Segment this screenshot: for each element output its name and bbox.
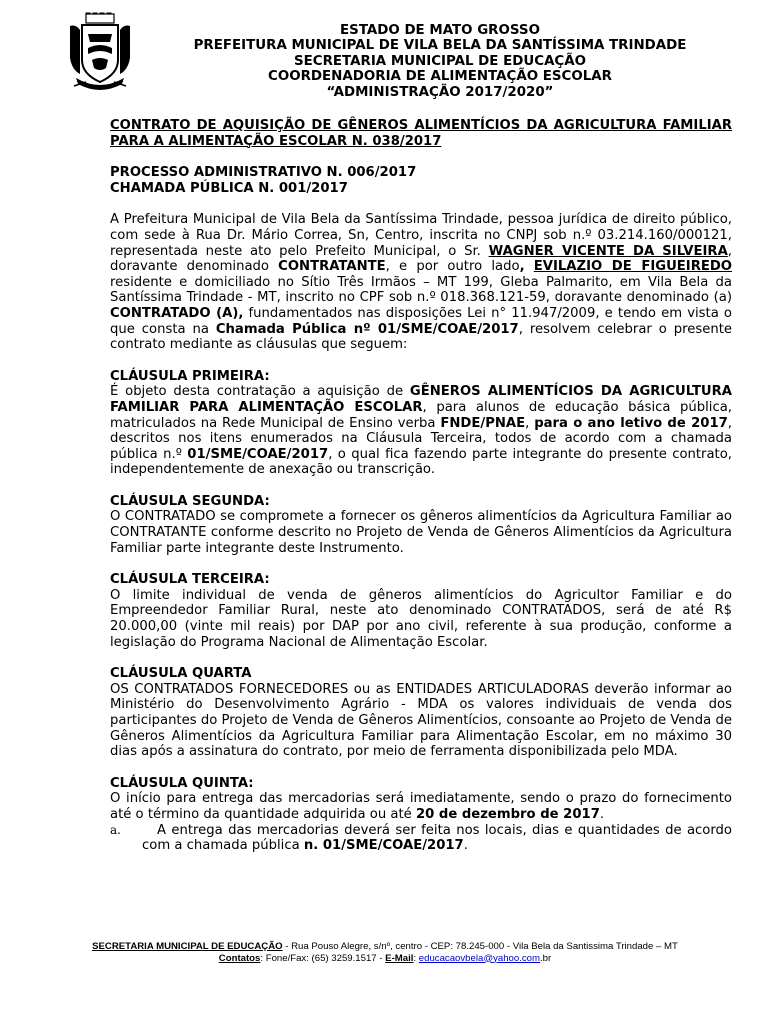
clause-text: , para alunos de educação básica pública, matriculados na Rede Municipal de Ensino verba <box>110 399 732 431</box>
intro-text: , resolvem celebrar o presente contrato mediante as cláusulas que seguem: <box>110 321 732 353</box>
clause-body <box>110 791 732 822</box>
clause-first <box>110 369 732 478</box>
letterhead <box>140 23 740 100</box>
header-administration: “ADMINISTRAÇÃO 2017/2020” <box>326 84 554 100</box>
contratado-term: CONTRATADO (A), <box>110 305 244 321</box>
clause-body: OS CONTRATADOS FORNECEDORES ou as ENTIDADES ARTICULADORAS deverão informar ao Ministério do Desenvolvimento Agrário - MDA os valores individuais de venda dos participantes do Projeto de Venda de Gêneros Alimentícios, consoante ao Projeto de Venda de Gêneros Alimentícios da Agricultura Familiar para Alimentação Escolar, em no máximo 30 dias após a assinatura do contrato, por meio de ferramenta disponibilizada pelo MDA. <box>110 681 732 760</box>
clause-third <box>110 572 732 650</box>
clause-heading: CLÁUSULA PRIMEIRA: <box>110 368 270 384</box>
intro-paragraph <box>110 212 732 352</box>
clause-bold-text: para o ano letivo de 2017 <box>534 415 728 431</box>
clause-bold-text: 20 de dezembro de 2017 <box>415 806 600 822</box>
footer-phone: : Fone/Fax: (65) 3259.1517 - <box>260 952 386 964</box>
intro-text: , e por outro lado <box>385 259 520 275</box>
clause-bold-text: GÊNEROS ALIMENTÍCIOS DA AGRICULTURA FAMILIAR PARA ALIMENTAÇÃO ESCOLAR <box>110 384 733 415</box>
intro-text: , doravante denominado <box>110 243 732 275</box>
list-item <box>110 823 732 854</box>
intro-text: fundamentados nas disposições Lei n° 11.947/2009, e tendo em vista o que consta na <box>110 305 732 337</box>
clause-text: , <box>525 415 535 431</box>
process-info <box>110 165 732 196</box>
clause-heading: CLÁUSULA QUARTA <box>110 666 252 682</box>
clause-text: . <box>599 806 605 822</box>
clause-text: O início para entrega das mercadorias será imediatamente, sendo o prazo do fornecimento até o término da quantidade adquirida ou até <box>110 791 732 822</box>
footer-email-suffix: .br <box>540 952 552 964</box>
header-coordination: COORDENADORIA DE ALIMENTAÇÃO ESCOLAR <box>268 69 612 85</box>
clause-second <box>110 494 732 556</box>
footer-department: SECRETARIA MUNICIPAL DE EDUCAÇÃO <box>92 941 283 952</box>
clause-heading: CLÁUSULA QUINTA: <box>110 775 254 791</box>
contratante-term: CONTRATANTE <box>278 259 386 275</box>
intro-text: A Prefeitura Municipal de Vila Bela da Santíssima Trindade, pessoa jurídica de direito público, com sede à Rua Dr. Mário Correa, Sn, Centro, inscrita no CNPJ sob n.º 03.214.160/000121, representada neste ato pelo Prefeito Municipal, o Sr. <box>110 212 732 259</box>
header-secretariat: SECRETARIA MUNICIPAL DE EDUCAÇÃO <box>293 53 587 69</box>
footer-address: - Rua Pouso Alegre, s/nº, centro - CEP: 78.245-000 - Vila Bela da Santissima Trindade – MT <box>282 941 678 952</box>
list-marker: a. <box>110 822 121 837</box>
page-footer <box>30 941 740 964</box>
process-number: PROCESSO ADMINISTRATIVO N. 006/2017 <box>110 165 417 181</box>
clause-text: , o qual fica fazendo parte integrante do presente contrato, independentemente de anexação ou transcrição. <box>110 446 732 478</box>
clause-bold-text: n. 01/SME/COAE/2017 <box>303 838 464 854</box>
header-prefecture: PREFEITURA MUNICIPAL DE VILA BELA DA SANTÍSSIMA TRINDADE <box>193 38 687 54</box>
intro-text: residente e domiciliado no Sítio Três Irmãos – MT 199, Gleba Palmarito, em Vila Bela da Santíssima Trindade - MT, inscrito no CPF sob n.º 018.368.121-59, doravante denominado (a) <box>110 274 732 306</box>
footer-contact-line <box>30 953 740 965</box>
footer-email-link[interactable]: educacaovbela@yahoo.com <box>418 952 540 964</box>
clause-heading: CLÁUSULA SEGUNDA: <box>110 493 270 509</box>
footer-separator: : <box>413 952 419 964</box>
header-state: ESTADO DE MATO GROSSO <box>340 23 540 38</box>
public-call-reference: Chamada Pública nº 01/SME/COAE/2017 <box>215 321 519 337</box>
clause-text: É objeto desta contratação a aquisição de <box>110 384 410 400</box>
clause-text: A entrega das mercadorias deverá ser feita nos locais, dias e quantidades de acordo com a chamada pública <box>142 822 732 854</box>
clause-text: , descritos nos itens enumerados na Cláusula Terceira, todos de acordo com a chamada pública n.º <box>110 415 732 462</box>
clause-bold-text: FNDE/PNAE <box>440 415 526 431</box>
mayor-name: WAGNER VICENTE DA SILVEIRA <box>488 243 728 259</box>
intro-text <box>525 259 534 274</box>
clause-body: O CONTRATADO se compromete a fornecer os gêneros alimentícios da Agricultura Familiar ao CONTRATANTE conforme descrito no Projeto de Venda de Gêneros Alimentícios da Agricultura Familiar parte integrante deste Instrumento. <box>110 509 732 556</box>
clause-heading: CLÁUSULA TERCEIRA: <box>110 572 270 588</box>
supplier-name: EVILAZIO DE FIGUEIREDO <box>533 259 733 275</box>
clause-fourth <box>110 666 732 760</box>
intro-comma: , <box>519 259 525 275</box>
public-call-number: CHAMADA PÚBLICA N. 001/2017 <box>110 180 348 196</box>
document-body <box>110 118 732 854</box>
clause-fifth <box>110 776 732 854</box>
footer-address-line <box>30 941 740 953</box>
footer-email-label: E-Mail <box>385 952 414 964</box>
footer-contacts-label: Contatos <box>218 952 261 964</box>
clause-text: . <box>463 838 468 854</box>
clause-bold-text: 01/SME/COAE/2017 <box>187 446 329 462</box>
contract-title: CONTRATO DE AQUISIÇÃO DE GÊNEROS ALIMENTÍCIOS DA AGRICULTURA FAMILIAR PARA A ALIMENTAÇÃO ESCOLAR N. 038/2017 <box>110 118 732 149</box>
coat-of-arms-icon <box>66 12 134 92</box>
clause-body <box>110 384 732 478</box>
clause-body: O limite individual de venda de gêneros alimentícios do Agricultor Familiar e do Empreendedor Familiar Rural, neste ato denominado CONTRATADOS, será de até R$ 20.000,00 (vinte mil reais) por DAP por ano civil, referente à sua produção, conforme a legislação do Programa Nacional de Alimentação Escolar. <box>110 587 732 650</box>
